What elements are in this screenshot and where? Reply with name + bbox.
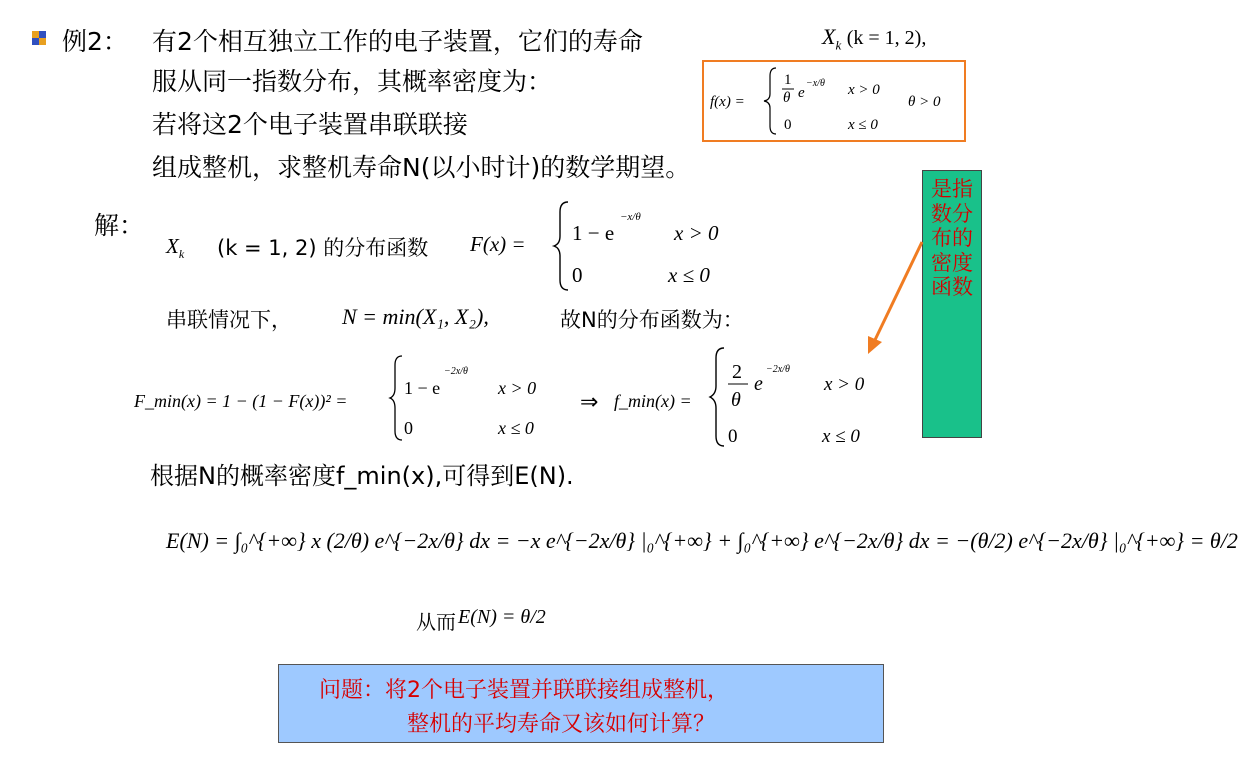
bullet-icon xyxy=(32,30,46,44)
question-line-1: 问题：将2个电子装置并联联接组成整机， xyxy=(319,678,729,703)
svg-text:−2x/θ: −2x/θ xyxy=(444,366,468,377)
svg-text:2: 2 xyxy=(732,361,742,383)
svg-text:x > 0: x > 0 xyxy=(498,378,537,398)
density-coef-den: θ xyxy=(783,90,791,106)
fmin-pdf-cases xyxy=(708,344,898,452)
density-exp: −x/θ xyxy=(806,78,825,89)
svg-text:θ: θ xyxy=(731,389,741,411)
svg-text:x > 0: x > 0 xyxy=(674,221,719,245)
svg-text:−2x/θ: −2x/θ xyxy=(766,364,790,375)
problem-line-4: 组成整机，求整机寿命N(以小时计)的数学期望。 xyxy=(152,153,691,182)
density-formula-box xyxy=(702,60,966,142)
svg-text:e: e xyxy=(754,373,763,395)
series-text: 串联情况下， xyxy=(166,308,292,332)
arrow-icon xyxy=(860,236,930,356)
density-line: 根据N的概率密度f_min(x),可得到E(N). xyxy=(150,462,574,490)
side-note: 是指数分布的密度函数 xyxy=(922,170,982,438)
conclusion-prefix: 从而 xyxy=(416,610,456,634)
lifetime-var: $X_k$ (k = 1, 2), xyxy=(822,24,927,53)
problem-line-1: 有2个相互独立工作的电子装置，它们的寿命 xyxy=(152,27,643,56)
svg-text:e: e xyxy=(798,85,805,101)
series-formula: N = min(X₁, X₂), xyxy=(342,304,489,329)
svg-text:x ≤ 0: x ≤ 0 xyxy=(668,263,710,287)
svg-text:0: 0 xyxy=(404,418,413,438)
svg-text:1 − e: 1 − e xyxy=(572,221,615,245)
problem-line-2: 服从同一指数分布，其概率密度为： xyxy=(152,67,553,96)
cdf-lhs: F(x) = xyxy=(470,232,526,256)
density-lhs: f(x) = xyxy=(710,94,745,110)
problem-line-3: 若将这2个电子装置串联联接 xyxy=(152,110,468,139)
svg-text:0: 0 xyxy=(572,263,583,287)
solution-label: 解： xyxy=(94,211,145,240)
svg-text:x ≤ 0: x ≤ 0 xyxy=(822,426,860,447)
density-case2-cond: x ≤ 0 xyxy=(848,117,878,133)
cdf-prefix: (k = 1, 2) 的分布函数 xyxy=(217,236,429,260)
example-label: 例2： xyxy=(62,27,128,56)
fmin-cdf-lhs: F_min(x) = 1 − (1 − F(x))² = xyxy=(134,391,348,411)
series-suffix: 故N的分布函数为： xyxy=(560,308,744,332)
cdf-var: $X_k$ xyxy=(166,234,185,262)
expectation-formula: E(N) = ∫₀^{+∞} x (2/θ) e^{−2x/θ} dx = −x e^{−2x/θ} |₀^{+∞} + ∫₀^{+∞} e^{−2x/θ} dx = −(θ/2) e^{−2x/θ} |₀^{+∞} = θ/2 xyxy=(166,528,1238,553)
cdf-cases xyxy=(552,198,752,294)
svg-text:0: 0 xyxy=(728,426,738,447)
implies-arrow: ⇒ xyxy=(580,389,599,414)
density-param-cond: θ > 0 xyxy=(908,94,941,110)
svg-text:x > 0: x > 0 xyxy=(824,374,865,395)
density-case2-value: 0 xyxy=(784,117,792,133)
fmin-pdf-lhs: f_min(x) = xyxy=(614,391,692,411)
question-line-2: 整机的平均寿命又该如何计算？ xyxy=(407,712,716,737)
svg-text:−x/θ: −x/θ xyxy=(620,211,641,223)
svg-text:x ≤ 0: x ≤ 0 xyxy=(498,418,534,438)
conclusion-formula: E(N) = θ/2 xyxy=(458,606,546,628)
density-coef-num: 1 xyxy=(784,72,792,88)
question-box xyxy=(278,664,884,743)
fmin-cdf-cases xyxy=(388,352,558,444)
density-case1-cond: x > 0 xyxy=(848,82,880,98)
svg-text:1 − e: 1 − e xyxy=(404,378,441,398)
